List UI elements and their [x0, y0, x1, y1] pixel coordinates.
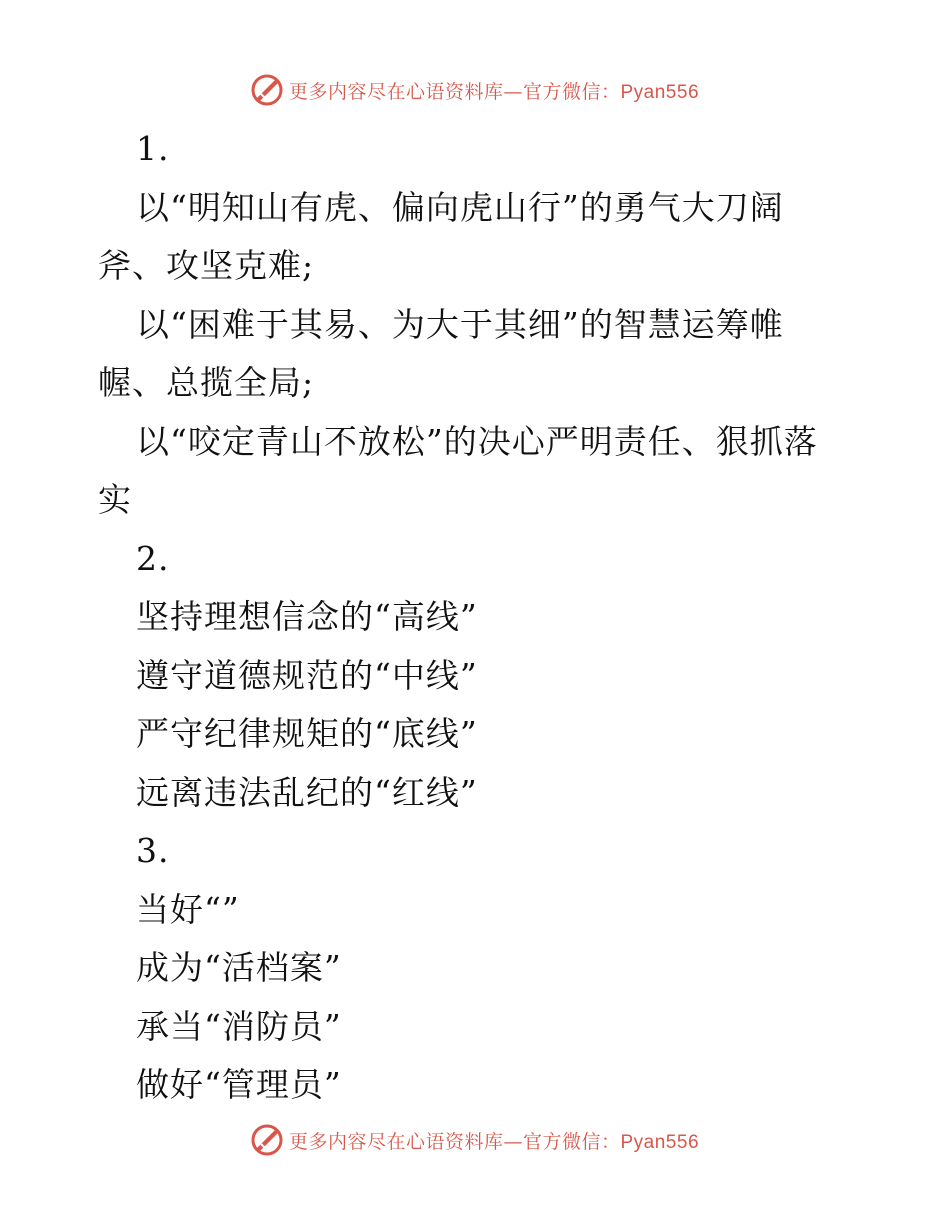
- text-line: 当好“”: [136, 889, 240, 929]
- text-line: 实: [98, 480, 132, 519]
- text-line: 以“明知山有虎、偏向虎山行”的勇气大刀阔: [136, 187, 784, 227]
- pen-logo-icon: [251, 74, 283, 106]
- footer-banner-text: 更多内容尽在心语资料库—官方微信：Pyan556: [288, 1130, 700, 1153]
- text-line: 以“咬定青山不放松”的决心严明责任、狠抓落: [136, 421, 818, 461]
- header-banner: [0, 70, 950, 110]
- header-banner-text: 更多内容尽在心语资料库—官方微信：Pyan556: [288, 80, 700, 103]
- text-line: 坚持理想信念的“高线”: [136, 597, 478, 636]
- text-line: 严守纪律规矩的“底线”: [136, 714, 478, 753]
- text-line: 1.: [136, 129, 170, 168]
- text-line: 做好“管理员”: [136, 1065, 342, 1104]
- text-line: 遵守道德规范的“中线”: [136, 655, 478, 695]
- text-line: 远离违法乱纪的“红线”: [136, 772, 478, 812]
- pen-logo-icon: [251, 1124, 283, 1156]
- document-body: [98, 120, 858, 1115]
- text-line: 成为“活档案”: [136, 948, 342, 987]
- text-line: 2.: [136, 538, 170, 578]
- footer-wechat-id: Pyan556: [620, 1131, 700, 1153]
- text-line: 3.: [136, 831, 170, 870]
- text-line: 以“困难于其易、为大于其细”的智慧运筹帷: [136, 304, 784, 344]
- text-line: 承当“消防员”: [136, 1006, 342, 1046]
- text-line: 斧、攻坚克难;: [98, 246, 315, 285]
- footer-banner: [0, 1120, 950, 1160]
- header-wechat-id: Pyan556: [620, 81, 700, 103]
- text-line: 幄、总揽全局;: [98, 363, 315, 402]
